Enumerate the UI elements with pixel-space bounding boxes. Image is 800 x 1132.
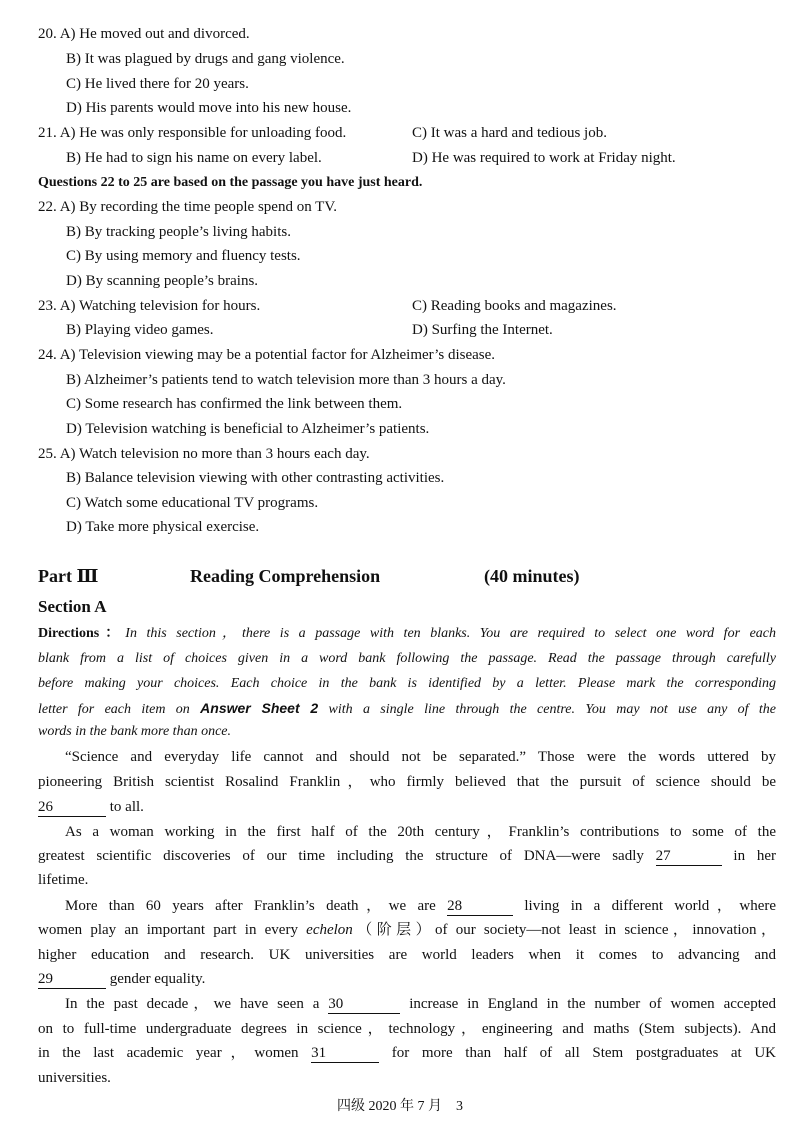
passage-text: gender equality. xyxy=(109,971,206,987)
passage-text: in her xyxy=(733,848,777,864)
option-key: D) xyxy=(66,519,82,535)
option-key: A) xyxy=(59,446,76,462)
question-number: 24. xyxy=(38,347,57,363)
option-row xyxy=(412,320,553,340)
option-text: He lived there for 20 years. xyxy=(84,76,249,92)
option-text: Television viewing may be a potential factor for Alzheimer’s disease. xyxy=(79,347,496,363)
passage-text: to all. xyxy=(109,799,144,815)
option-text: He had to sign his name on every label. xyxy=(84,150,322,166)
passage-line: pioneering British scientist Rosalind Franklin，who firmly believed that the pursuit of science should be xyxy=(38,774,776,790)
question-number: 20. xyxy=(38,26,57,42)
blank-27: 27 xyxy=(656,848,722,866)
option-row xyxy=(66,394,402,414)
option-key: C) xyxy=(66,396,81,412)
option-key: D) xyxy=(66,100,82,116)
option-text: By recording the time people spend on TV. xyxy=(79,199,337,215)
option-text: Reading books and magazines. xyxy=(430,298,617,314)
passage-text: living in a different world，where xyxy=(524,898,777,914)
question-number: 21. xyxy=(38,125,57,141)
directions-text: letter for each item on xyxy=(38,702,190,717)
blank-30: 30 xyxy=(328,996,400,1014)
passage-text: women play an important part in every xyxy=(38,922,298,938)
option-text: Watch some educational TV programs. xyxy=(84,495,319,511)
passage-line xyxy=(65,896,776,916)
question-22 xyxy=(38,197,337,217)
answer-sheet-ref: Answer Sheet 2 xyxy=(200,700,319,716)
option-text: It was a hard and tedious job. xyxy=(430,125,607,141)
passage-line: “Science and everyday life cannot and should not be separated.” Those were the words uttered by xyxy=(65,749,776,765)
question-25 xyxy=(38,444,370,464)
passage-line: As a woman working in the first half of the 20th century，Franklin’s contributions to some of the xyxy=(65,824,776,840)
blank-31: 31 xyxy=(311,1045,379,1063)
option-key: A) xyxy=(59,199,76,215)
option-row xyxy=(66,222,291,242)
passage-text: in the last academic year，women xyxy=(38,1045,299,1061)
option-key: A) xyxy=(59,125,76,141)
part-label: Part Ⅲ xyxy=(38,566,99,586)
blank-26: 26 xyxy=(38,799,106,817)
part-title: Reading Comprehension xyxy=(190,566,381,586)
directions-line xyxy=(38,698,776,720)
option-key: B) xyxy=(66,470,81,486)
option-key: A) xyxy=(59,347,76,363)
page-footer: 四级 2020 年 7 月 3 xyxy=(337,1099,463,1114)
option-key: B) xyxy=(66,322,81,338)
option-key: A) xyxy=(59,298,76,314)
option-text: Alzheimer’s patients tend to watch television more than 3 hours a day. xyxy=(83,372,506,388)
chinese-gloss: （阶层） xyxy=(352,922,436,938)
directions-line: before making your choices. Each choice in the bank is identified by a letter. Please mark the corresponding xyxy=(38,676,776,691)
option-text: He moved out and divorced. xyxy=(79,26,250,42)
directions-line: blank from a list of choices given in a word bank following the passage. Read the passage through carefully xyxy=(38,651,776,666)
passage-text: In the past decade，we have seen a xyxy=(65,996,320,1012)
option-key: B) xyxy=(66,372,81,388)
option-text: It was plagued by drugs and gang violence. xyxy=(84,51,345,67)
option-key: C) xyxy=(412,125,427,141)
option-text: By using memory and fluency tests. xyxy=(84,248,301,264)
option-row xyxy=(66,517,259,537)
directions-text: In this section，there is a passage with ten blanks. You are required to select one word for each xyxy=(125,626,776,641)
part-time: (40 minutes) xyxy=(484,566,580,586)
option-row xyxy=(66,419,429,439)
option-row xyxy=(412,148,676,168)
option-key: D) xyxy=(412,150,428,166)
option-key: A) xyxy=(59,26,76,42)
question-number: 23. xyxy=(38,298,57,314)
option-row xyxy=(66,370,506,390)
option-row xyxy=(66,468,444,488)
passage-line xyxy=(38,1043,776,1063)
option-key: D) xyxy=(66,421,82,437)
section-heading: Section A xyxy=(38,597,107,616)
option-row xyxy=(66,493,318,513)
option-row xyxy=(66,320,213,340)
question-23 xyxy=(38,296,260,316)
option-key: B) xyxy=(66,150,81,166)
option-text: By tracking people’s living habits. xyxy=(84,224,291,240)
option-text: By scanning people’s brains. xyxy=(85,273,259,289)
option-text: Surfing the Internet. xyxy=(431,322,553,338)
directions-label: Directions： xyxy=(38,626,126,641)
option-text: His parents would move into his new house. xyxy=(85,100,352,116)
question-number: 22. xyxy=(38,199,57,215)
passage-text: for more than half of all Stem postgraduates at UK xyxy=(391,1045,776,1061)
option-row xyxy=(66,246,301,266)
option-key: D) xyxy=(412,322,428,338)
option-row xyxy=(412,296,617,316)
option-row xyxy=(66,74,249,94)
passage-line: on to full-time undergraduate degrees in science，technology，engineering and maths (Stem subjects). And xyxy=(38,1021,776,1037)
option-key: C) xyxy=(412,298,427,314)
passage-text: More than 60 years after Franklin’s death，we are xyxy=(65,898,436,914)
passage-line xyxy=(38,797,776,817)
passage-note: Questions 22 to 25 are based on the passage you have just heard. xyxy=(38,175,423,190)
option-row xyxy=(66,98,351,118)
passage-line: universities. xyxy=(38,1070,111,1086)
option-text: Watch television no more than 3 hours each day. xyxy=(79,446,370,462)
option-row xyxy=(66,49,345,69)
option-text: Playing video games. xyxy=(84,322,214,338)
question-number: 25. xyxy=(38,446,57,462)
echelon-word: echelon xyxy=(306,922,353,938)
passage-line: higher education and research. UK universities are world leaders when it comes to advancing and xyxy=(38,947,776,963)
directions-text: with a single line through the centre. You may not use any of the xyxy=(328,702,777,717)
option-key: D) xyxy=(66,273,82,289)
option-text: Take more physical exercise. xyxy=(85,519,260,535)
passage-line xyxy=(38,846,776,866)
option-text: He was required to work at Friday night. xyxy=(431,150,676,166)
directions-line xyxy=(38,624,776,644)
passage-line: lifetime. xyxy=(38,872,89,888)
option-key: C) xyxy=(66,495,81,511)
option-text: Watching television for hours. xyxy=(79,298,261,314)
option-key: C) xyxy=(66,248,81,264)
blank-29: 29 xyxy=(38,971,106,989)
question-24 xyxy=(38,345,495,365)
option-key: C) xyxy=(66,76,81,92)
passage-text: of our society—not least in science，innovation， xyxy=(435,922,776,938)
passage-text: greatest scientific discoveries of our time including the structure of DNA—were sadly xyxy=(38,848,644,864)
option-row xyxy=(412,123,607,143)
option-key: B) xyxy=(66,51,81,67)
directions-line: words in the bank more than once. xyxy=(38,724,231,739)
option-key: B) xyxy=(66,224,81,240)
option-text: Some research has confirmed the link between them. xyxy=(84,396,403,412)
passage-line xyxy=(65,994,776,1014)
option-row xyxy=(66,148,322,168)
option-text: Balance television viewing with other contrasting activities. xyxy=(84,470,445,486)
question-20 xyxy=(38,24,250,44)
blank-28: 28 xyxy=(447,898,513,916)
passage-text: increase in England in the number of women accepted xyxy=(409,996,777,1012)
option-text: Television watching is beneficial to Alzheimer’s patients. xyxy=(85,421,430,437)
option-row xyxy=(66,271,258,291)
passage-line xyxy=(38,920,776,940)
question-21 xyxy=(38,123,346,143)
option-text: He was only responsible for unloading food. xyxy=(79,125,347,141)
passage-line xyxy=(38,969,776,989)
